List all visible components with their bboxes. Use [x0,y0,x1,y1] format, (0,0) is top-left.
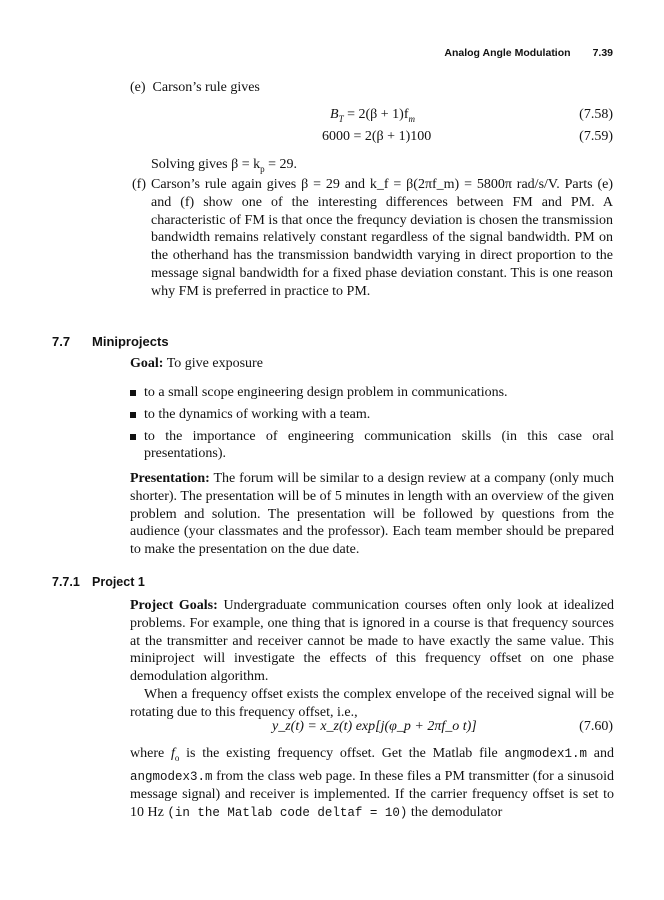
eq-number-7-58: (7.58) [579,107,613,122]
part-e-text: Carson’s rule gives [152,80,260,95]
equation-7-59 [322,129,431,145]
presentation-lead: Presentation: [130,471,210,486]
matlab-code-snippet: (in the Matlab code deltaf = 10) [167,806,408,821]
subsection-heading [52,575,145,589]
subsection-title: Project 1 [92,575,145,589]
final-fo-sub: o [174,752,180,763]
final-w3: and [593,746,614,761]
subsection-number: 7.7.1 [52,575,80,589]
eq1-rhs: = 2(β + 1)f [347,107,409,122]
solving-end: = 29. [264,157,298,172]
goal-lead: Goal: [130,356,164,371]
eq1-rhs-sub: m [408,113,415,124]
eq1-lhs: B [330,107,339,122]
final-fo: f [170,746,175,761]
equation-7-58 [330,107,415,124]
project-goals-paragraph [130,597,614,722]
bullet-text: to a small scope engineering design problem in communications. [144,385,508,400]
final-w4: from the class web page. In these files a PM transmitter (for a sinusoid message signal) and receiver is implemented. If the carrier frequency offset is set to 10 Hz [130,768,614,821]
page-number: 7.39 [592,47,613,59]
eq-number-7-59: (7.59) [579,129,613,144]
final-w1: where [130,746,165,761]
bullet-icon [130,412,136,418]
section-number: 7.7 [52,334,71,349]
project-goals-para2: When a frequency offset exists the complex envelope of the received signal will be rotating due to this frequency offset, i.e., [130,686,614,720]
section-title: Miniprojects [92,334,169,349]
final-w2: is the existing frequency offset. Get the Matlab file [186,746,498,761]
bullet-text: to the importance of engineering communication skills (in this case oral presentations). [144,428,614,462]
bullet-list [144,384,614,463]
eq-number-7-60: (7.60) [579,719,613,734]
project-goals-lead: Project Goals: [130,598,218,613]
section-heading [52,334,169,349]
part-f-paragraph [132,176,613,301]
list-item [144,384,614,402]
list-item [144,428,614,464]
solving-text: Solving gives β = k [151,157,261,172]
file-name-2: angmodex3.m [130,769,213,784]
part-e-intro [130,79,260,97]
running-header [444,47,613,59]
final-w5: the demodulator [410,805,503,821]
file-name-1: angmodex1.m [504,747,588,761]
equation-7-60: y_z(t) = x_z(t) exp[j(φ_p + 2πf_o t)] [272,719,477,734]
presentation-paragraph [130,470,614,559]
solving-sub: p [260,163,265,174]
eq2-rhs: = 2(β + 1)100 [353,129,432,144]
bullet-icon [130,390,136,396]
running-title: Analog Angle Modulation [444,47,571,59]
goal-line [130,355,263,373]
part-f-text: Carson’s rule again gives β = 29 and k_f = β(2πf_m) = 5800π rad/s/V. Parts (e) and (f) show one of the interesting differences between FM and PM. A characteristic of FM is that once the frequncy deviation is chosen the transmission bandwidth remains relatively constant regardless of the signal bandwidth. PM on the otherhand has the transmission bandwidth varying in direct proportion to the message signal bandwidth for a fixed phase deviation constant. This is one reason why FM is preferred in practice to PM. [151,177,613,299]
part-f-label: (f) [132,177,146,192]
final-paragraph [130,745,614,823]
bullet-text: to the dynamics of working with a team. [144,406,371,422]
list-item [144,406,614,424]
presentation-text: The forum will be similar to a design review at a company (only much shorter). The presentation will be of 5 minutes in length with an overview of the given problem and solution. The presentation will be followed by questions from the audience (your classmates and the professor). Each team member should be prepared to make the presentation on the due date. [130,471,615,558]
bullet-icon [130,434,136,440]
project-goals-text: Undergraduate communication courses often only look at idealized problems. For example, one thing that is ignored in a course is that frequency sources at the transmitter and receiver cannot be made to have exactly the same value. This miniproject will investigate the effects of this frequency offset on one phase demodulation algorithm. [130,598,615,685]
eq2-lhs: 6000 [322,129,350,144]
part-e-label: (e) [130,80,146,95]
goal-text: To give exposure [166,356,263,371]
eq1-lhs-sub: T [338,113,344,124]
